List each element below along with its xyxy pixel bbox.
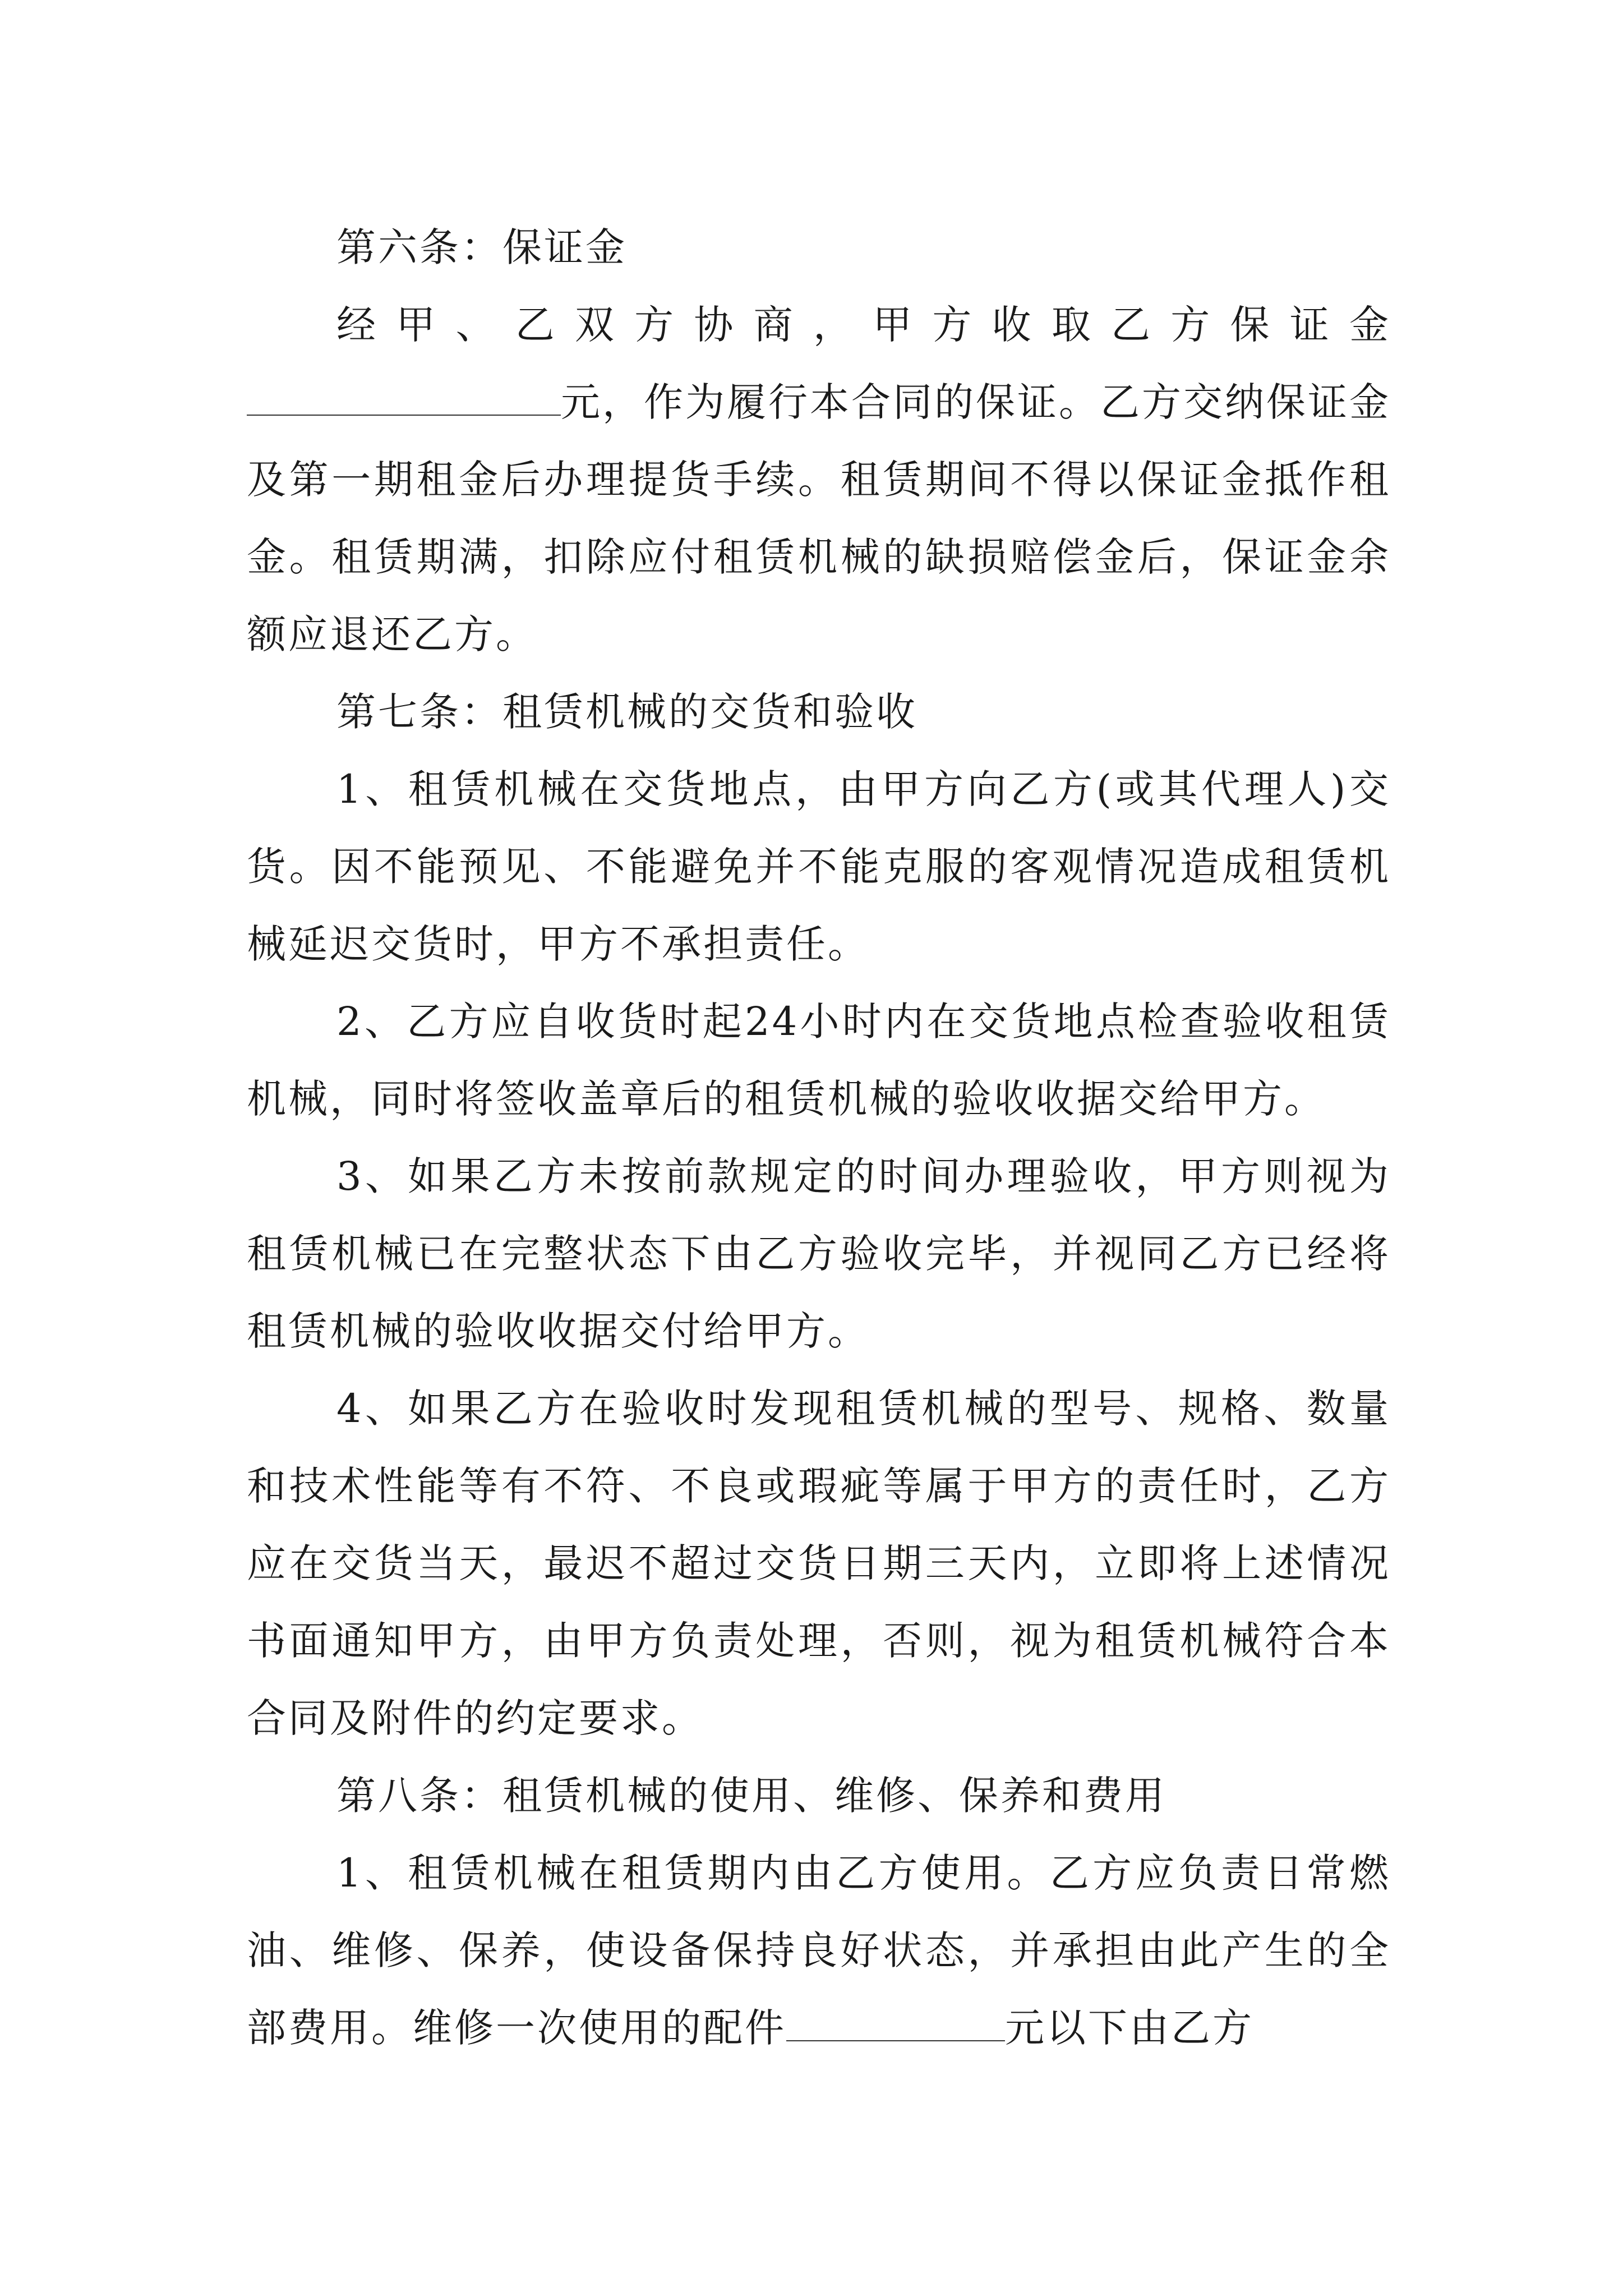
article-7-clause-1 xyxy=(247,751,1391,983)
paragraph-text: 第六条：保证金 xyxy=(336,224,627,270)
article-7-clause-3 xyxy=(247,1138,1391,1370)
paragraph-text: 2、乙方应自收货时起24小时内在交货地点检查验收租赁机械，同时将签收盖章后的租赁机械的验收收据交给甲方。 xyxy=(247,999,1391,1122)
paragraph-text: 第七条：租赁机械的交货和验收 xyxy=(336,689,917,735)
parts-cost-blank xyxy=(786,2001,1005,2041)
article-7-heading xyxy=(247,673,1391,751)
document-body xyxy=(247,209,1391,2067)
paragraph-text: 第八条：租赁机械的使用、维修、保养和费用 xyxy=(336,1773,1166,1819)
paragraph-text-after-blank: 元，作为履行本合同的保证。乙方交纳保证金及第一期租金后办理提货手续。租赁期间不得以保证金抵作租金。租赁期满，扣除应付租赁机械的缺损赔偿金后，保证金余额应退还乙方。 xyxy=(247,379,1391,657)
article-8-heading xyxy=(247,1757,1391,1834)
article-7-clause-4 xyxy=(247,1370,1391,1757)
paragraph-text: 1、租赁机械在交货地点，由甲方向乙方(或其代理人)交货。因不能预见、不能避免并不能克服的客观情况造成租赁机械延迟交货时，甲方不承担责任。 xyxy=(247,766,1391,967)
paragraph-text-after-blank: 元以下由乙方 xyxy=(1005,2005,1254,2051)
article-6-deposit-paragraph xyxy=(247,286,1391,673)
paragraph-text-before-blank: 经甲、乙双方协商，甲方收取乙方保证金 xyxy=(336,302,1391,348)
paragraph-text: 4、如果乙方在验收时发现租赁机械的型号、规格、数量和技术性能等有不符、不良或瑕疵等属于甲方的责任时，乙方应在交货当天，最迟不超过交货日期三天内，立即将上述情况书面通知甲方，由甲方负责处理，否则，视为租赁机械符合本合同及附件的约定要求。 xyxy=(247,1386,1391,1741)
article-8-clause-1 xyxy=(247,1834,1391,2067)
paragraph-text-before-blank: 1、租赁机械在租赁期内由乙方使用。乙方应负责日常燃油、维修、保养，使设备保持良好状态，并承担由此产生的全部费用。维修一次使用的配件 xyxy=(247,1850,1391,2051)
deposit-amount-blank xyxy=(247,375,561,416)
paragraph-text: 3、如果乙方未按前款规定的时间办理验收，甲方则视为租赁机械已在完整状态下由乙方验收完毕，并视同乙方已经将租赁机械的验收收据交付给甲方。 xyxy=(247,1153,1391,1354)
article-7-clause-2 xyxy=(247,983,1391,1138)
article-6-heading xyxy=(247,209,1391,286)
